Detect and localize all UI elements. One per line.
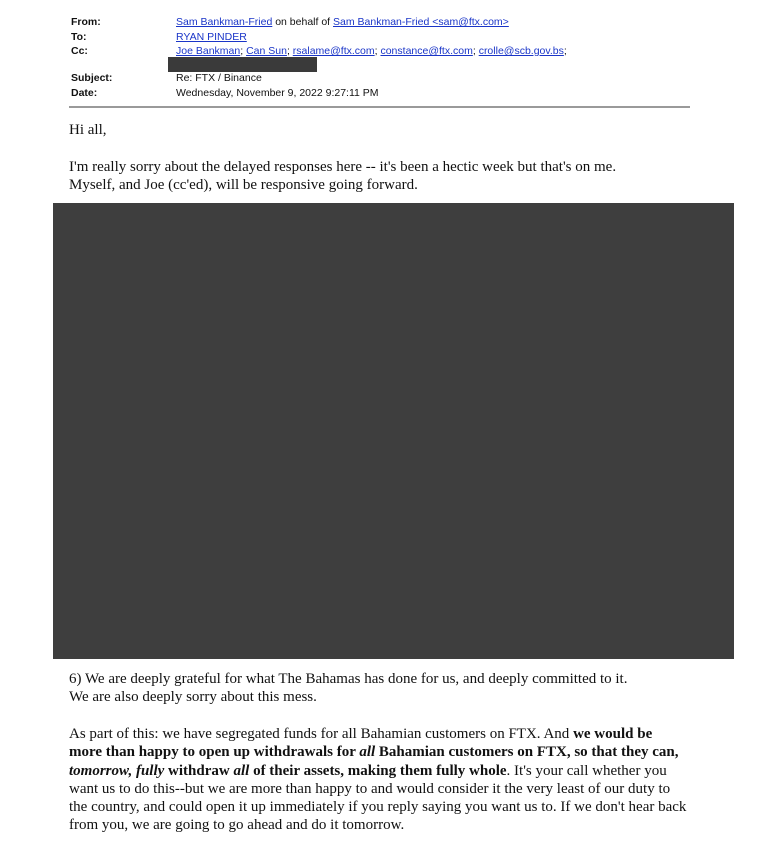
- subject-value: Re: FTX / Binance: [176, 72, 262, 84]
- redaction-bar-small: [168, 57, 317, 72]
- cc-separator: ;: [240, 45, 247, 57]
- apology-line: I'm really sorry about the delayed responses here -- it's been a hectic week but that's on me.: [69, 159, 617, 175]
- date-label: Date:: [71, 87, 98, 99]
- gratitude-line: We are also deeply sorry about this mess.: [69, 689, 317, 706]
- withdrawals-paragraph: [69, 725, 689, 835]
- to-label: To:: [71, 31, 87, 43]
- withdrawals-bold-text: withdraw: [164, 762, 234, 779]
- withdrawals-bold-text: Bahamian customers on FTX, so that they can,: [375, 744, 679, 761]
- cc-recipient-link[interactable]: Can Sun: [246, 45, 287, 57]
- cc-separator: ;: [563, 45, 570, 57]
- subject-label: Subject:: [71, 72, 113, 84]
- email-header: [0, 0, 767, 110]
- withdrawals-bold-text: we would be more than happy to open up withdrawals for: [69, 726, 653, 761]
- cc-separator: ;: [286, 45, 293, 57]
- from-on-behalf-text: on behalf of: [272, 16, 334, 28]
- gratitude-line: 6) We are deeply grateful for what The Bahamas has done for us, and deeply committed to it.: [69, 671, 628, 687]
- withdrawals-bold-italic-text: tomorrow, fully: [69, 762, 165, 779]
- header-divider: [69, 106, 690, 108]
- cc-label: Cc:: [71, 45, 88, 57]
- from-field: [176, 16, 509, 28]
- cc-recipient-link[interactable]: rsalame@ftx.com: [292, 45, 375, 57]
- greeting-text: Hi all,: [69, 122, 107, 138]
- gratitude-paragraph: [69, 670, 694, 707]
- cc-separator: ;: [472, 45, 479, 57]
- apology-paragraph: [69, 158, 694, 195]
- from-email-link[interactable]: Sam Bankman-Fried <sam@ftx.com>: [333, 16, 509, 28]
- withdrawals-bold-italic-text: all: [359, 744, 376, 761]
- cc-separator: ;: [374, 45, 381, 57]
- withdrawals-text: As part of this: we have segregated funds for all Bahamian customers on FTX. And: [69, 726, 574, 742]
- withdrawals-bold-italic-text: all: [233, 762, 250, 779]
- withdrawals-bold-text: of their assets, making them fully whole: [249, 762, 507, 779]
- from-label: From:: [71, 16, 101, 28]
- to-field: [176, 31, 247, 43]
- from-sender-link[interactable]: Sam Bankman-Fried: [176, 16, 273, 28]
- date-value: Wednesday, November 9, 2022 9:27:11 PM: [176, 87, 379, 99]
- cc-recipient-link[interactable]: constance@ftx.com: [380, 45, 473, 57]
- cc-recipient-link[interactable]: crolle@scb.gov.bs: [478, 45, 564, 57]
- withdrawals-text: . It's your call whether you want us to do this--but we are more than happy to and would consider it the very least of our duty to the country, and could open it up immediately if you reply saying you want us to. If we don't hear back from you, we are going to go ahead and do it tomorrow.: [69, 762, 687, 834]
- apology-line: Myself, and Joe (cc'ed), will be responsive going forward.: [69, 177, 418, 194]
- cc-field: [176, 45, 570, 57]
- cc-recipient-link[interactable]: Joe Bankman: [176, 45, 241, 57]
- redaction-block: [53, 203, 734, 659]
- to-recipient-link[interactable]: RYAN PINDER: [176, 31, 247, 43]
